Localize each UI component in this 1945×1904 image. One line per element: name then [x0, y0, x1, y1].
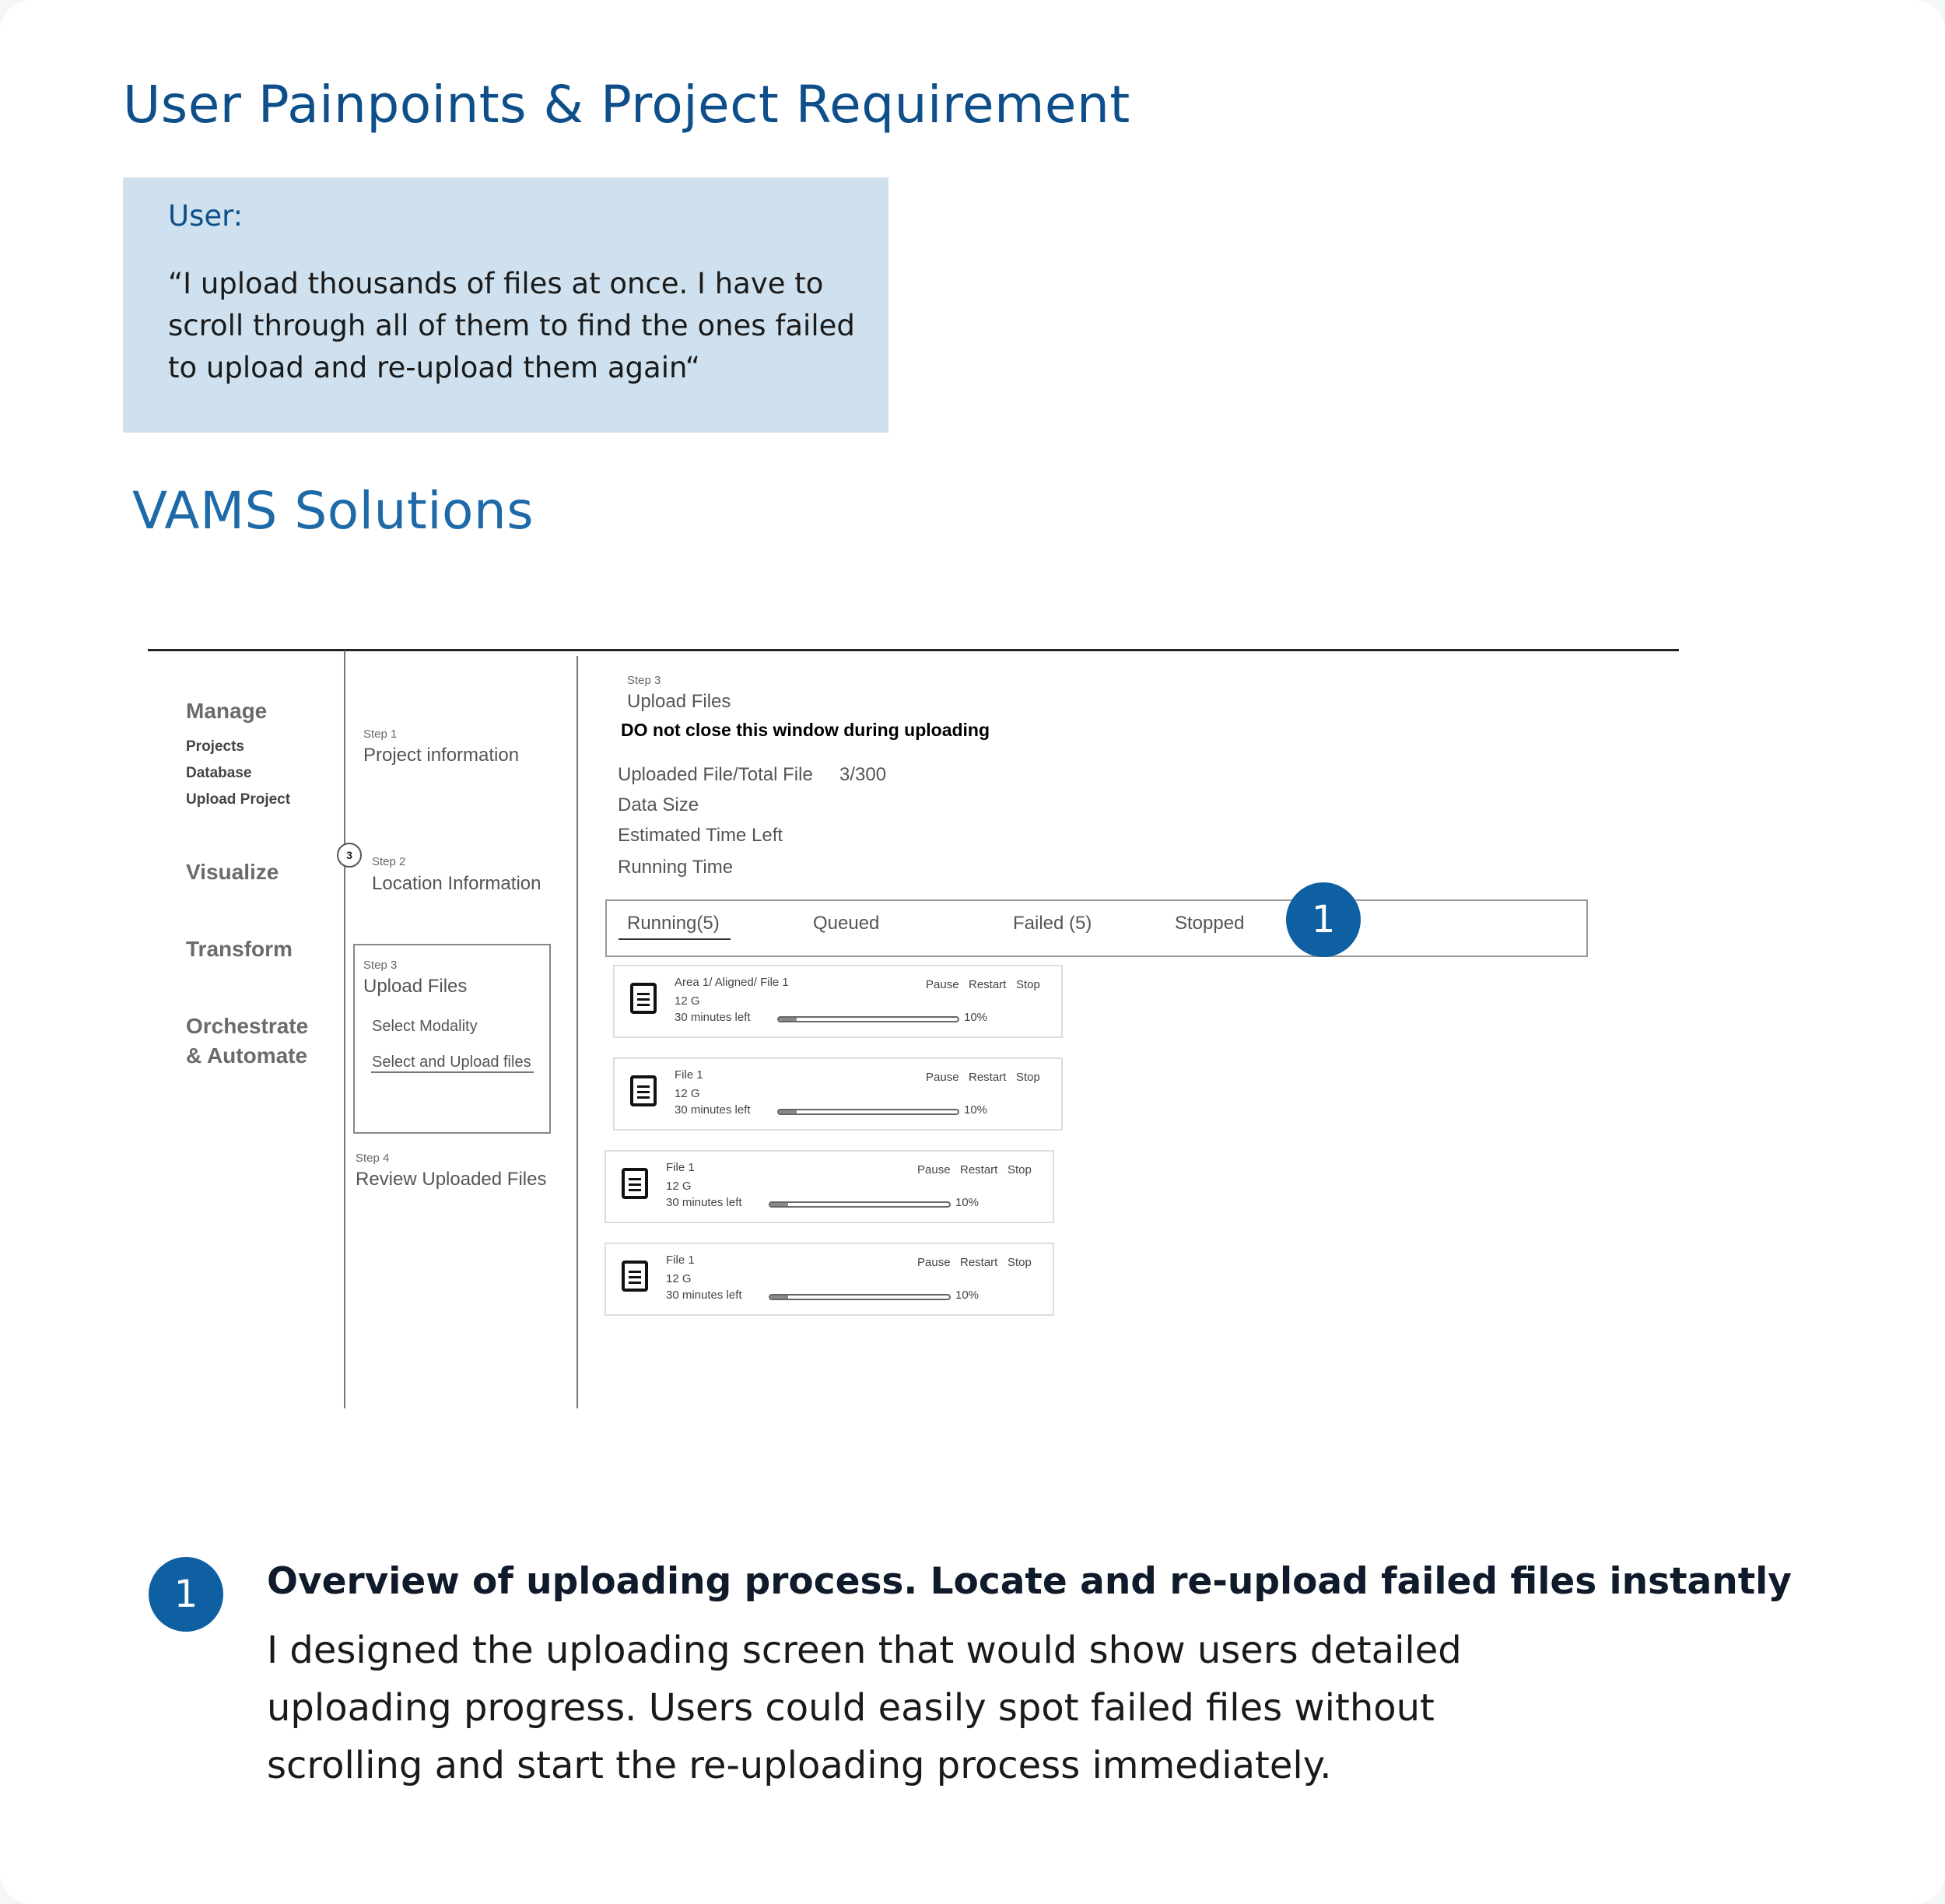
pause-button[interactable]: Pause	[926, 1071, 959, 1084]
progress-bar	[777, 1109, 959, 1115]
quote-line: to upload and re-upload them again“	[168, 351, 700, 384]
nav-orchestrate-line2: & Automate	[186, 1043, 308, 1068]
substep-underline	[371, 1071, 534, 1073]
data-size-label: Data Size	[618, 794, 699, 815]
tab-running-underline	[619, 938, 731, 940]
user-quote-box	[123, 177, 888, 433]
document-icon	[622, 1261, 648, 1292]
running-time-label: Running Time	[618, 857, 734, 878]
step3-title[interactable]: Upload Files	[363, 976, 468, 997]
summary-body	[267, 1622, 1667, 1794]
progress-fill	[770, 1203, 788, 1206]
summary-line: scrolling and start the re-uploading process immediately.	[267, 1744, 1332, 1787]
step4-title[interactable]: Review Uploaded Files	[356, 1169, 547, 1190]
nav-orchestrate[interactable]: Orchestrate	[186, 1014, 309, 1038]
summary-title: Overview of uploading process. Locate and re-upload failed files instantly	[267, 1560, 1792, 1603]
file-percent: 10%	[955, 1196, 980, 1209]
stop-button[interactable]: Stop	[1016, 978, 1040, 991]
step2-title[interactable]: Location Information	[372, 873, 541, 894]
pause-button[interactable]: Pause	[926, 978, 959, 991]
nav-manage[interactable]: Manage	[186, 699, 268, 723]
file-size: 12 G	[675, 994, 700, 1008]
summary-line: I designed the uploading screen that would show users detailed	[267, 1629, 1462, 1672]
status-tabs	[605, 899, 1588, 957]
nav-item-database[interactable]: Database	[186, 765, 252, 781]
file-name: File 1	[666, 1254, 695, 1267]
file-size: 12 G	[675, 1087, 700, 1100]
solutions-title: VAMS Solutions	[132, 481, 534, 541]
tab-queued[interactable]: Queued	[813, 913, 880, 934]
restart-button[interactable]: Restart	[969, 1071, 1007, 1084]
file-percent: 10%	[964, 1011, 988, 1024]
eta-label: Estimated Time Left	[618, 825, 783, 846]
document-icon	[622, 1168, 648, 1199]
substep-select-modality[interactable]: Select Modality	[372, 1018, 478, 1035]
progress-bar	[777, 1016, 959, 1022]
step-marker: 3	[337, 843, 362, 868]
progress-fill	[779, 1018, 797, 1021]
quote-line: “I upload thousands of files at once. I have to	[168, 267, 824, 300]
step2-small: Step 2	[372, 855, 406, 868]
progress-bar	[769, 1294, 951, 1300]
summary-line: uploading progress. Users could easily spot failed files without	[267, 1686, 1435, 1730]
file-percent: 10%	[955, 1289, 980, 1302]
upload-warning: DO not close this window during uploading	[621, 720, 990, 740]
nav-item-upload-project[interactable]: Upload Project	[186, 791, 291, 808]
file-time-left: 30 minutes left	[666, 1196, 742, 1209]
substep-select-upload[interactable]: Select and Upload files	[372, 1054, 531, 1071]
nav-visualize[interactable]: Visualize	[186, 860, 279, 884]
tab-running[interactable]: Running(5)	[627, 913, 720, 934]
file-time-left: 30 minutes left	[675, 1011, 751, 1024]
progress-bar	[769, 1201, 951, 1208]
page-title: User Painpoints & Project Requirement	[123, 75, 1130, 135]
summary-badge: 1	[149, 1557, 223, 1632]
step4-small: Step 4	[356, 1152, 390, 1165]
tab-stopped[interactable]: Stopped	[1175, 913, 1245, 934]
file-row	[613, 965, 1063, 1038]
uploaded-label: Uploaded File/Total File	[618, 764, 813, 785]
steps-divider	[576, 656, 578, 1408]
nav-transform[interactable]: Transform	[186, 937, 293, 961]
file-size: 12 G	[666, 1272, 692, 1285]
file-name: File 1	[666, 1161, 695, 1174]
restart-button[interactable]: Restart	[969, 978, 1007, 991]
file-row	[605, 1243, 1054, 1316]
document-icon	[630, 1075, 657, 1106]
step1-small: Step 1	[363, 728, 398, 741]
file-time-left: 30 minutes left	[675, 1103, 751, 1117]
nav-item-projects[interactable]: Projects	[186, 738, 244, 755]
file-percent: 10%	[964, 1103, 988, 1117]
callout-badge: 1	[1286, 882, 1361, 957]
progress-fill	[770, 1296, 788, 1299]
document-icon	[630, 983, 657, 1014]
file-name: File 1	[675, 1068, 703, 1082]
restart-button[interactable]: Restart	[960, 1163, 998, 1176]
progress-fill	[779, 1110, 797, 1113]
tab-failed[interactable]: Failed (5)	[1013, 913, 1092, 934]
main-step-small: Step 3	[627, 674, 661, 687]
step3-small: Step 3	[363, 959, 398, 972]
pause-button[interactable]: Pause	[917, 1163, 951, 1176]
mock-top-divider	[148, 649, 1679, 651]
stop-button[interactable]: Stop	[1008, 1256, 1032, 1269]
quote-line: scroll through all of them to find the ones failed	[168, 309, 855, 342]
main-step-title: Upload Files	[627, 691, 731, 712]
file-size: 12 G	[666, 1180, 692, 1193]
file-time-left: 30 minutes left	[666, 1289, 742, 1302]
uploaded-value: 3/300	[839, 764, 887, 785]
file-name: Area 1/ Aligned/ File 1	[675, 976, 789, 989]
stop-button[interactable]: Stop	[1008, 1163, 1032, 1176]
pause-button[interactable]: Pause	[917, 1256, 951, 1269]
nav-divider	[344, 650, 345, 1408]
user-label: User:	[168, 199, 244, 233]
restart-button[interactable]: Restart	[960, 1256, 998, 1269]
file-row	[605, 1150, 1054, 1223]
stop-button[interactable]: Stop	[1016, 1071, 1040, 1084]
file-row	[613, 1057, 1063, 1131]
step3-active-box	[353, 944, 551, 1134]
step1-title[interactable]: Project information	[363, 745, 520, 766]
user-quote	[168, 263, 868, 389]
